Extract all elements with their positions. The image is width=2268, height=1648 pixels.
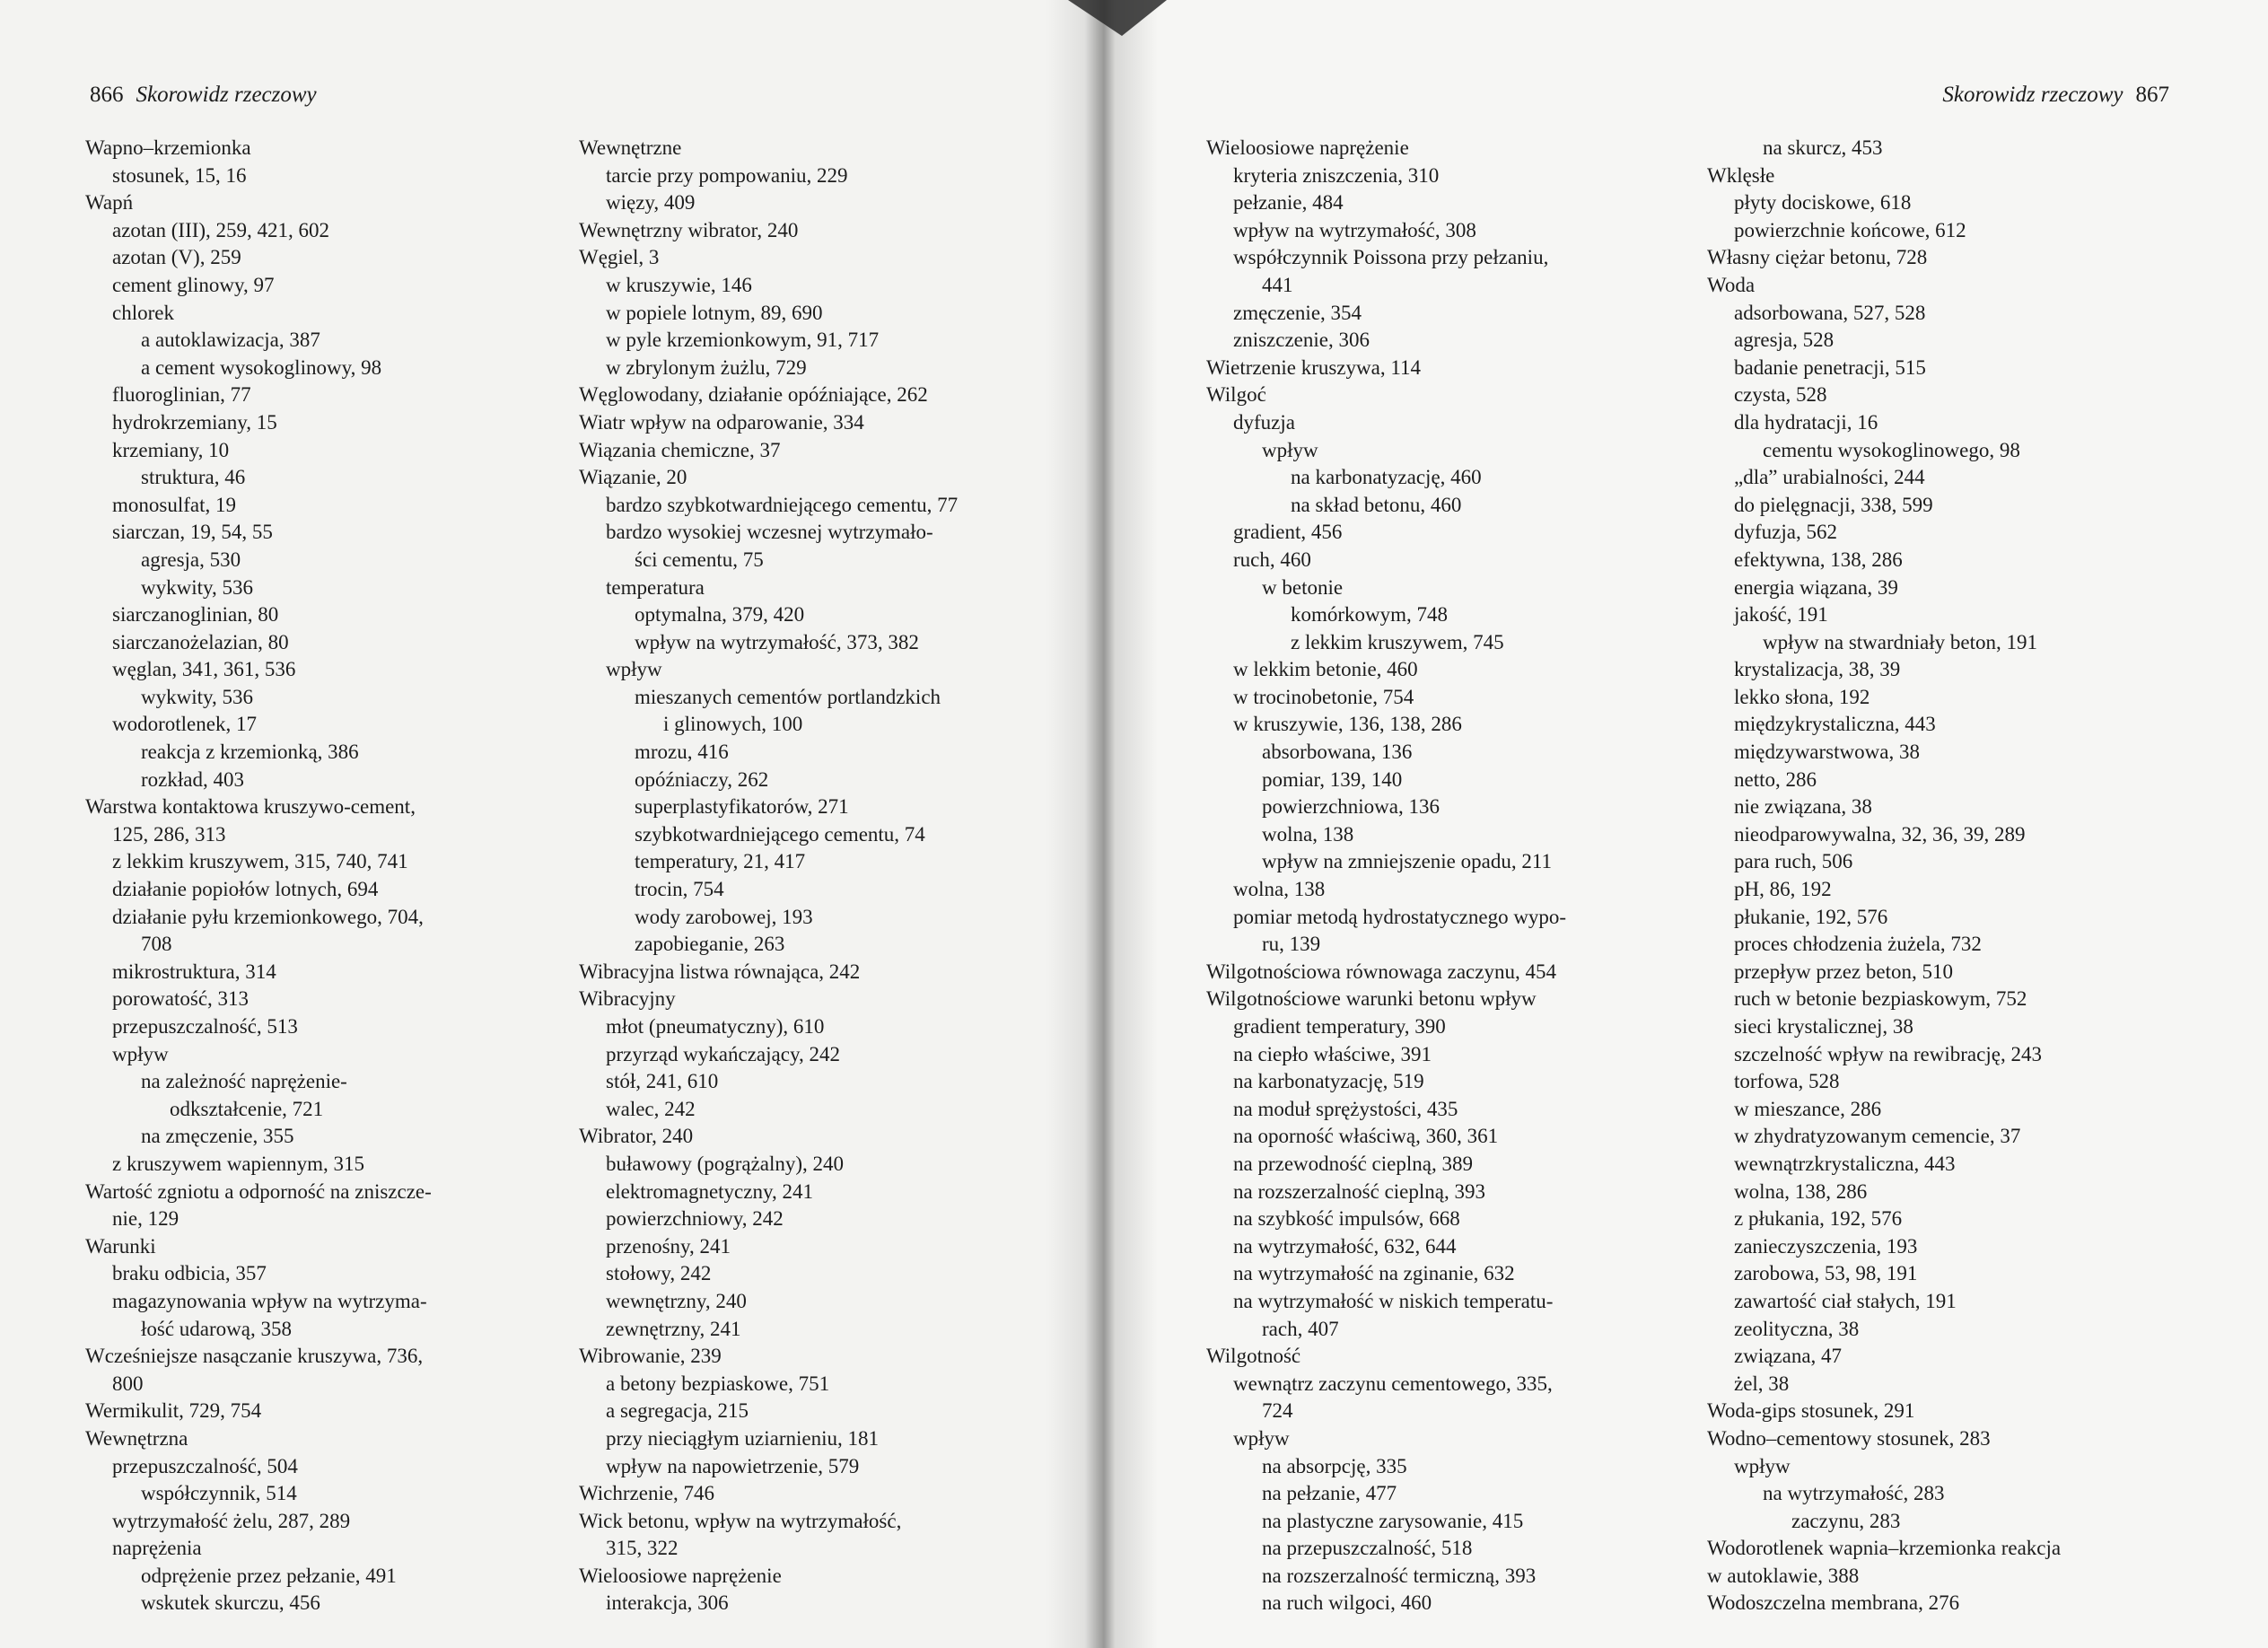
index-entry: Warunki (85, 1234, 156, 1258)
index-entry: azotan (V), 259 (112, 246, 241, 269)
index-entry: powierzchniowa, 136 (1262, 795, 1440, 819)
index-entry: agresja, 530 (141, 548, 241, 571)
index-entry: Wodoszczelna membrana, 276 (1707, 1591, 1960, 1615)
index-entry: pełzanie, 484 (1233, 191, 1344, 215)
index-entry: Wcześniejsze nasączanie kruszywa, 736, (85, 1345, 424, 1368)
index-entry: adsorbowana, 527, 528 (1734, 301, 1926, 324)
index-column-3 (1206, 135, 1673, 1617)
index-entry: przepuszczalność, 504 (112, 1454, 298, 1477)
index-entry: na absorpcję, 335 (1262, 1454, 1407, 1477)
index-entry: siarczanoglinian, 80 (112, 603, 279, 627)
index-entry: w pyle krzemionkowym, 91, 717 (606, 329, 880, 352)
index-entry: mieszanych cementów portlandzkich (635, 685, 941, 708)
index-entry: para ruch, 506 (1734, 850, 1853, 873)
index-entry: w kruszywie, 136, 138, 286 (1233, 713, 1462, 736)
index-entry: na wytrzymałość, 283 (1763, 1482, 1945, 1505)
index-entry: na oporność właściwą, 360, 361 (1233, 1125, 1499, 1148)
index-entry: Wieloosiowe naprężenie (579, 1564, 782, 1587)
index-entry: Wapno–krzemionka (85, 136, 251, 159)
index-entry: 125, 286, 313 (112, 822, 226, 846)
index-entry: z lekkim kruszywem, 745 (1291, 630, 1504, 653)
index-entry: Wewnętrzny wibrator, 240 (579, 218, 799, 241)
index-entry: porowatość, 313 (112, 987, 250, 1011)
index-entry: przenośny, 241 (606, 1234, 731, 1258)
right-running-title: Skorowidz rzeczowy (1942, 83, 2124, 107)
index-entry: wodorotlenek, 17 (112, 713, 257, 736)
index-entry: optymalna, 379, 420 (635, 603, 805, 627)
left-running-title: Skorowidz rzeczowy (136, 83, 317, 107)
index-entry: międzywarstwowa, 38 (1734, 741, 1920, 764)
index-entry: wykwity, 536 (141, 685, 254, 708)
index-entry: z lekkim kruszywem, 315, 740, 741 (112, 850, 408, 873)
index-entry: w trocinobetonie, 754 (1233, 685, 1414, 708)
index-entry: Wiatr wpływ na odparowanie, 334 (579, 410, 864, 434)
index-entry: rozkład, 403 (141, 767, 244, 791)
index-entry: na skład betonu, 460 (1291, 493, 1462, 516)
index-column-2 (579, 135, 1046, 1617)
index-entry: pomiar, 139, 140 (1262, 767, 1403, 791)
index-entry: wolna, 138, 286 (1734, 1179, 1868, 1203)
index-entry: wewnątrz zaczynu cementowego, 335, (1233, 1372, 1553, 1395)
index-entry: zapobieganie, 263 (635, 933, 785, 956)
index-entry: elektromagnetyczny, 241 (606, 1179, 813, 1203)
index-entry: przy nieciągłym uziarnieniu, 181 (606, 1426, 880, 1450)
index-entry: trocin, 754 (635, 878, 724, 901)
index-entry: z płukania, 192, 576 (1734, 1207, 1903, 1231)
index-entry: czysta, 528 (1734, 383, 1827, 407)
index-entry: wolna, 138 (1262, 822, 1354, 846)
index-entry: współczynnik Poissona przy pełzaniu, (1233, 246, 1549, 269)
index-entry: Własny ciężar betonu, 728 (1707, 246, 1928, 269)
index-entry: wpływ na stwardniały beton, 191 (1763, 630, 2037, 653)
index-entry: na plastyczne zarysowanie, 415 (1262, 1509, 1524, 1532)
index-column-4 (1707, 135, 2210, 1617)
index-entry: dyfuzja, 562 (1734, 521, 1837, 544)
index-entry: komórkowym, 748 (1291, 603, 1449, 627)
index-entry: netto, 286 (1734, 767, 1817, 791)
index-entry: ruch w betonie bezpiaskowym, 752 (1734, 987, 2027, 1011)
index-entry: walec, 242 (606, 1097, 696, 1120)
index-entry: ruch, 460 (1233, 548, 1311, 571)
index-entry: monosulfat, 19 (112, 493, 236, 516)
index-entry: młot (pneumatyczny), 610 (606, 1015, 825, 1038)
index-entry: zaczynu, 283 (1791, 1509, 1901, 1532)
index-entry: a cement wysokoglinowy, 98 (141, 355, 382, 379)
index-entry: gradient temperatury, 390 (1233, 1015, 1446, 1038)
index-entry: Wewnętrzna (85, 1426, 188, 1450)
index-entry: pH, 86, 192 (1734, 878, 1832, 901)
index-entry: siarczanożelazian, 80 (112, 630, 289, 653)
index-entry: działanie popiołów lotnych, 694 (112, 878, 379, 901)
index-entry: Wilgotnościowa równowaga zaczynu, 454 (1206, 960, 1556, 983)
index-entry: ści cementu, 75 (635, 548, 764, 571)
right-page-header (1942, 83, 2169, 108)
right-page-number: 867 (2135, 83, 2169, 107)
index-entry: jakość, 191 (1734, 603, 1828, 627)
index-entry: wpływ (112, 1042, 169, 1065)
index-entry: mikrostruktura, 314 (112, 960, 276, 983)
index-entry: w zbrylonym żużlu, 729 (606, 355, 807, 379)
index-entry: na zależność naprężenie- (141, 1070, 347, 1093)
index-entry: Wichrzenie, 746 (579, 1482, 715, 1505)
index-entry: w lekkim betonie, 460 (1233, 658, 1418, 681)
index-entry: w mieszance, 286 (1734, 1097, 1882, 1120)
index-entry: powierzchniowy, 242 (606, 1207, 784, 1231)
index-entry: wolna, 138 (1233, 878, 1326, 901)
left-page (0, 0, 1100, 1648)
index-entry: struktura, 46 (141, 466, 246, 489)
index-entry: Wilgoć (1206, 383, 1266, 407)
index-entry: Wiązania chemiczne, 37 (579, 438, 781, 461)
index-entry: na rozszerzalność termiczną, 393 (1262, 1564, 1537, 1587)
index-entry: cement glinowy, 97 (112, 273, 275, 296)
index-entry: wskutek skurczu, 456 (141, 1591, 320, 1615)
index-entry: braku odbicia, 357 (112, 1262, 267, 1285)
index-entry: żel, 38 (1734, 1372, 1790, 1395)
index-entry: zmęczenie, 354 (1233, 301, 1362, 324)
index-entry: przepuszczalność, 513 (112, 1015, 298, 1038)
index-entry: na ciepło właściwe, 391 (1233, 1042, 1432, 1065)
index-entry: 441 (1262, 273, 1293, 296)
index-entry: szybkotwardniejącego cementu, 74 (635, 822, 925, 846)
index-entry: mrozu, 416 (635, 741, 729, 764)
left-page-header (90, 83, 317, 108)
index-entry: na rozszerzalność cieplną, 393 (1233, 1179, 1485, 1203)
index-entry: a autoklawizacja, 387 (141, 329, 320, 352)
index-entry: lekko słona, 192 (1734, 685, 1870, 708)
index-entry: interakcja, 306 (606, 1591, 729, 1615)
index-entry: Wibracyjny (579, 987, 676, 1011)
index-entry: na przepuszczalność, 518 (1262, 1537, 1473, 1560)
index-entry: Wietrzenie kruszywa, 114 (1206, 355, 1421, 379)
index-entry: przyrząd wykańczający, 242 (606, 1042, 840, 1065)
index-entry: wpływ na napowietrzenie, 579 (606, 1454, 860, 1477)
index-entry: wewnętrzny, 240 (606, 1289, 747, 1312)
index-entry: kryteria zniszczenia, 310 (1233, 163, 1440, 187)
index-entry: wpływ (1734, 1454, 1791, 1477)
index-entry: powierzchnie końcowe, 612 (1734, 218, 1966, 241)
index-entry: Wilgotność (1206, 1345, 1301, 1368)
index-entry: przepływ przez beton, 510 (1734, 960, 1953, 983)
index-entry: na zmęczenie, 355 (141, 1125, 294, 1148)
index-entry: wewnątrzkrystaliczna, 443 (1734, 1152, 1956, 1175)
index-entry: naprężenia (112, 1537, 202, 1560)
index-entry: Wklęsłe (1707, 163, 1775, 187)
index-entry: na karbonatyzację, 460 (1291, 466, 1482, 489)
index-entry: wpływ (1262, 438, 1318, 461)
index-entry: magazynowania wpływ na wytrzyma- (112, 1289, 427, 1312)
index-entry: wody zarobowej, 193 (635, 905, 813, 928)
index-entry: wytrzymałość żelu, 287, 289 (112, 1509, 351, 1532)
index-entry: odkształcenie, 721 (170, 1097, 324, 1120)
index-entry: fluoroglinian, 77 (112, 383, 251, 407)
index-entry: zniszczenie, 306 (1233, 329, 1370, 352)
index-entry: reakcja z krzemionką, 386 (141, 741, 359, 764)
index-entry: Wodorotlenek wapnia–krzemionka reakcja (1707, 1537, 2062, 1560)
index-entry: płukanie, 192, 576 (1734, 905, 1888, 928)
index-entry: w zhydratyzowanym cemencie, 37 (1734, 1125, 2021, 1148)
index-entry: pomiar metodą hydrostatycznego wypo- (1233, 905, 1567, 928)
index-entry: Węgiel, 3 (579, 246, 660, 269)
index-entry: współczynnik, 514 (141, 1482, 297, 1505)
index-entry: zewnętrzny, 241 (606, 1317, 741, 1340)
index-entry: działanie pyłu krzemionkowego, 704, (112, 905, 424, 928)
index-entry: „dla” urabialności, 244 (1734, 466, 1925, 489)
index-entry: 315, 322 (606, 1537, 679, 1560)
index-entry: Wermikulit, 729, 754 (85, 1399, 262, 1423)
index-entry: efektywna, 138, 286 (1734, 548, 1903, 571)
index-entry: temperatury, 21, 417 (635, 850, 806, 873)
index-entry: na pełzanie, 477 (1262, 1482, 1397, 1505)
index-entry: opóźniaczy, 262 (635, 767, 769, 791)
index-entry: nie związana, 38 (1734, 795, 1872, 819)
index-entry: a betony bezpiaskowe, 751 (606, 1372, 830, 1395)
index-entry: Wibrator, 240 (579, 1125, 694, 1148)
index-entry: cementu wysokoglinowego, 98 (1763, 438, 2020, 461)
index-entry: międzykrystaliczna, 443 (1734, 713, 1936, 736)
index-entry: Wewnętrzne (579, 136, 682, 159)
index-entry: Wibrowanie, 239 (579, 1345, 722, 1368)
right-page (1100, 0, 2268, 1648)
index-entry: 724 (1262, 1399, 1293, 1423)
index-entry: zarobowa, 53, 98, 191 (1734, 1262, 1918, 1285)
index-entry: 708 (141, 933, 172, 956)
index-entry: zanieczyszczenia, 193 (1734, 1234, 1918, 1258)
index-entry: absorbowana, 136 (1262, 741, 1413, 764)
index-entry: wpływ na wytrzymałość, 373, 382 (635, 630, 919, 653)
index-entry: Woda-gips stosunek, 291 (1707, 1399, 1915, 1423)
index-entry: torfowa, 528 (1734, 1070, 1840, 1093)
index-entry: azotan (III), 259, 421, 602 (112, 218, 330, 241)
index-entry: sieci krystalicznej, 38 (1734, 1015, 1913, 1038)
index-entry: na przewodność cieplną, 389 (1233, 1152, 1473, 1175)
index-entry: na wytrzymałość na zginanie, 632 (1233, 1262, 1515, 1285)
index-entry: Warstwa kontaktowa kruszywo-cement, (85, 795, 416, 819)
left-page-number: 866 (90, 83, 124, 107)
index-entry: Wilgotnościowe warunki betonu wpływ (1206, 987, 1537, 1011)
index-entry: gradient, 456 (1233, 521, 1343, 544)
index-entry: rach, 407 (1262, 1317, 1339, 1340)
index-entry: węglan, 341, 361, 536 (112, 658, 296, 681)
index-entry: wpływ na wytrzymałość, 308 (1233, 218, 1476, 241)
index-entry: Wodno–cementowy stosunek, 283 (1707, 1426, 1991, 1450)
index-entry: związana, 47 (1734, 1345, 1843, 1368)
index-entry: wpływ (1233, 1426, 1290, 1450)
index-entry: w popiele lotnym, 89, 690 (606, 301, 823, 324)
index-entry: wykwity, 536 (141, 575, 254, 599)
index-entry: Wieloosiowe naprężenie (1206, 136, 1409, 159)
index-entry: tarcie przy pompowaniu, 229 (606, 163, 848, 187)
index-entry: Wapń (85, 191, 134, 215)
index-entry: Woda (1707, 273, 1756, 296)
index-entry: wpływ na zmniejszenie opadu, 211 (1262, 850, 1552, 873)
index-entry: łość udarową, 358 (141, 1317, 292, 1340)
index-entry: na wytrzymałość w niskich temperatu- (1233, 1289, 1554, 1312)
index-entry: 800 (112, 1372, 144, 1395)
index-entry: stołowy, 242 (606, 1262, 712, 1285)
index-column-1 (85, 135, 552, 1617)
index-entry: buławowy (pogrążalny), 240 (606, 1152, 845, 1175)
index-entry: wpływ (606, 658, 662, 681)
index-entry: krystalizacja, 38, 39 (1734, 658, 1901, 681)
index-entry: proces chłodzenia żużela, 732 (1734, 933, 1982, 956)
index-entry: w autoklawie, 388 (1707, 1564, 1860, 1587)
index-entry: na wytrzymałość, 632, 644 (1233, 1234, 1457, 1258)
index-entry: na szybkość impulsów, 668 (1233, 1207, 1460, 1231)
index-entry: w betonie (1262, 575, 1344, 599)
index-entry: ru, 139 (1262, 933, 1321, 956)
index-entry: na moduł sprężystości, 435 (1233, 1097, 1458, 1120)
index-entry: nieodparowywalna, 32, 36, 39, 289 (1734, 822, 2026, 846)
index-entry: z kruszywem wapiennym, 315 (112, 1152, 365, 1175)
index-entry: hydrokrzemiany, 15 (112, 410, 277, 434)
index-entry: stosunek, 15, 16 (112, 163, 247, 187)
index-entry: siarczan, 19, 54, 55 (112, 521, 273, 544)
index-entry: Wick betonu, wpływ na wytrzymałość, (579, 1509, 902, 1532)
index-entry: badanie penetracji, 515 (1734, 355, 1926, 379)
index-entry: w kruszywie, 146 (606, 273, 752, 296)
index-entry: Wartość zgniotu a odporność na zniszcze- (85, 1179, 432, 1203)
index-entry: na ruch wilgoci, 460 (1262, 1591, 1432, 1615)
index-entry: odprężenie przez pełzanie, 491 (141, 1564, 397, 1587)
index-entry: Wiązanie, 20 (579, 466, 687, 489)
index-entry: temperatura (606, 575, 705, 599)
index-entry: na skurcz, 453 (1763, 136, 1883, 159)
index-entry: krzemiany, 10 (112, 438, 230, 461)
index-entry: energia wiązana, 39 (1734, 575, 1898, 599)
index-entry: zeolityczna, 38 (1734, 1317, 1860, 1340)
index-entry: więzy, 409 (606, 191, 696, 215)
index-entry: nie, 129 (112, 1207, 180, 1231)
index-entry: do pielęgnacji, 338, 599 (1734, 493, 1933, 516)
index-entry: dyfuzja (1233, 410, 1295, 434)
index-entry: Wibracyjna listwa równająca, 242 (579, 960, 861, 983)
index-entry: płyty dociskowe, 618 (1734, 191, 1912, 215)
index-entry: chlorek (112, 301, 174, 324)
index-entry: na karbonatyzację, 519 (1233, 1070, 1424, 1093)
index-entry: superplastyfikatorów, 271 (635, 795, 849, 819)
index-entry: Węglowodany, działanie opóźniające, 262 (579, 383, 928, 407)
index-entry: agresja, 528 (1734, 329, 1835, 352)
index-entry: a segregacja, 215 (606, 1399, 749, 1423)
index-entry: bardzo szybkotwardniejącego cementu, 77 (606, 493, 959, 516)
index-entry: bardzo wysokiej wczesnej wytrzymało- (606, 521, 933, 544)
index-entry: szczelność wpływ na rewibrację, 243 (1734, 1042, 2042, 1065)
index-entry: zawartość ciał stałych, 191 (1734, 1289, 1957, 1312)
index-entry: i glinowych, 100 (663, 713, 803, 736)
index-entry: stół, 241, 610 (606, 1070, 719, 1093)
index-entry: dla hydratacji, 16 (1734, 410, 1878, 434)
